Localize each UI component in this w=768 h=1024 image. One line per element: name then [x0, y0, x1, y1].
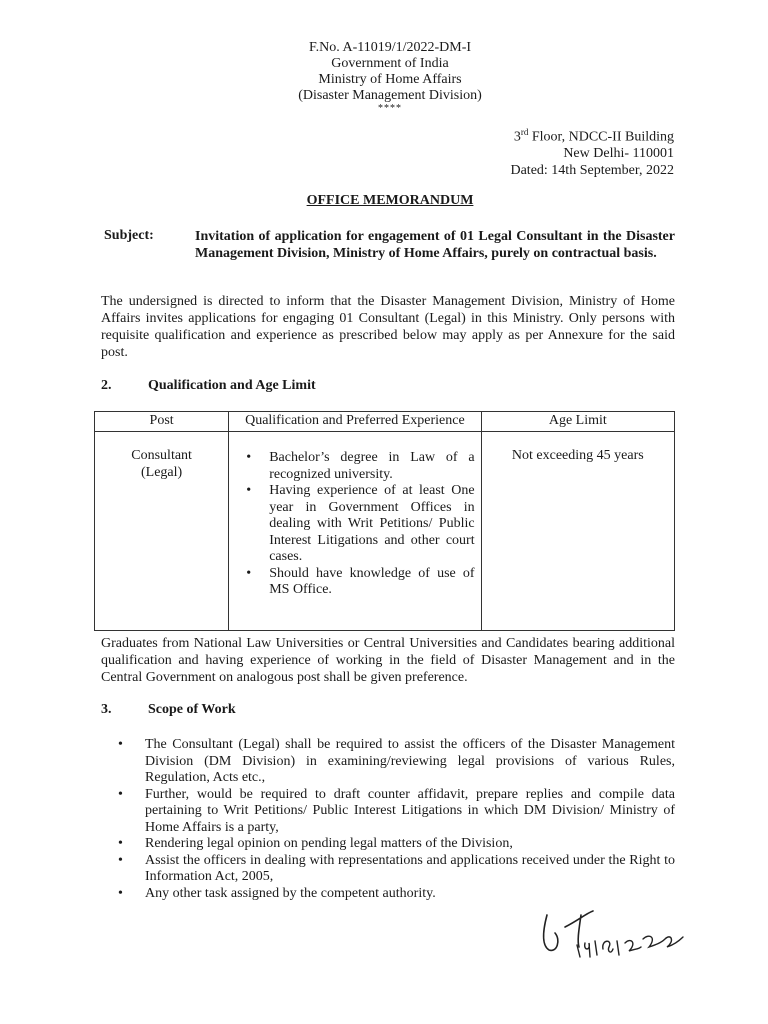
qualification-cell [229, 432, 481, 631]
list-item [118, 836, 675, 853]
scope-text: The Consultant (Legal) shall be required to assist the officers of the Disaster Management Division (DM Division) in examining/reviewing legal provisions of various Rules, Regulation, Acts etc., [145, 737, 675, 785]
table-header-row [95, 412, 675, 432]
bullet-icon: • [118, 885, 123, 901]
list-item [246, 483, 475, 566]
subject-text: Invitation of application for engagement of 01 Legal Consultant in the Disaster Management Division, Ministry of Home Affairs, purely on contractual basis. [195, 229, 675, 261]
table-row [95, 432, 675, 631]
bullet-icon: • [246, 483, 252, 498]
intro-paragraph: The undersigned is directed to inform that the Disaster Management Division, Ministry of Home Affairs invites applications for engaging 01 Consultant (Legal) in this Ministry. Only persons with requisite qualification and experience as prescribed below may apply as per Annexure for the said post. [101, 294, 675, 360]
bullet-icon: • [118, 836, 123, 851]
list-item [118, 787, 675, 837]
bullet-icon: • [246, 565, 252, 581]
header-post: Post [95, 412, 229, 432]
header-age-limit: Age Limit [481, 412, 674, 432]
scope-text: Rendering legal opinion on pending legal matters of the Division, [145, 836, 513, 851]
scope-text: Any other task assigned by the competent authority. [145, 885, 436, 901]
floor-superscript: rd [520, 127, 529, 137]
document-title: OFFICE MEMORANDUM [306, 193, 474, 208]
header-qualification: Qualification and Preferred Experience [229, 412, 481, 432]
section-2-title: Qualification and Age Limit [148, 378, 316, 393]
list-item [118, 853, 675, 886]
document-date: Dated: 14th September, 2022 [510, 162, 674, 178]
bullet-icon: • [246, 450, 252, 465]
address-floor [510, 124, 674, 146]
signature-date-stroke [603, 941, 641, 955]
signature-stroke [565, 911, 593, 947]
bullet-icon: • [118, 786, 123, 802]
qualification-table [94, 411, 675, 631]
qualification-text: Having experience of at least One year in Government Offices in dealing with Writ Petitions/ Public Interest Litigations and other court cases. [269, 483, 475, 564]
list-item [246, 450, 475, 483]
qualification-text: Should have knowledge of use of MS Office. [269, 565, 475, 597]
age-limit-cell: Not exceeding 45 years [481, 432, 674, 631]
office-address [510, 124, 674, 179]
list-item [118, 737, 675, 787]
signature-date-stroke [577, 941, 597, 957]
separator-stars: **** [378, 103, 402, 114]
preference-paragraph: Graduates from National Law Universities or Central Universities and Candidates bearing additional qualification and having experience of working in the field of Disaster Management and in the Central Government on analogous post shall be given preference. [101, 636, 675, 685]
address-city: New Delhi- 110001 [563, 146, 674, 162]
handwritten-signature [535, 905, 695, 965]
scope-text: Assist the officers in dealing with representations and applications received under the Right to Information Act, 2005, [145, 852, 675, 884]
bullet-icon: • [118, 852, 123, 868]
qualification-list [229, 432, 480, 599]
scope-list [118, 737, 675, 902]
post-cell: Consultant (Legal) [95, 432, 229, 631]
list-item [246, 565, 475, 599]
signature-stroke [544, 915, 558, 950]
floor-building: Floor, NDCC-II Building [528, 129, 674, 145]
ministry-name: Ministry of Home Affairs [318, 72, 462, 87]
bullet-icon: • [118, 737, 123, 752]
scope-text: Further, would be required to draft counter affidavit, prepare replies and compile data pertaining to Writ Petitions/ Public Interest Litigations in which DM Division/ Ministry of Home Affairs is a party, [145, 786, 675, 835]
file-number: F.No. A-11019/1/2022-DM-I [308, 40, 472, 55]
qualification-text: Bachelor’s degree in Law of a recognized university. [269, 450, 475, 482]
subject-label: Subject: [104, 228, 154, 243]
floor-number: 3 [513, 129, 521, 145]
letterhead [240, 40, 540, 114]
signature-date-stroke [643, 936, 683, 947]
list-item [118, 886, 675, 903]
section-3-title: Scope of Work [148, 702, 236, 717]
government-name: Government of India [331, 56, 449, 71]
division-name: (Disaster Management Division) [298, 88, 482, 103]
section-3-number: 3. [101, 702, 112, 717]
section-2-number: 2. [101, 378, 112, 393]
